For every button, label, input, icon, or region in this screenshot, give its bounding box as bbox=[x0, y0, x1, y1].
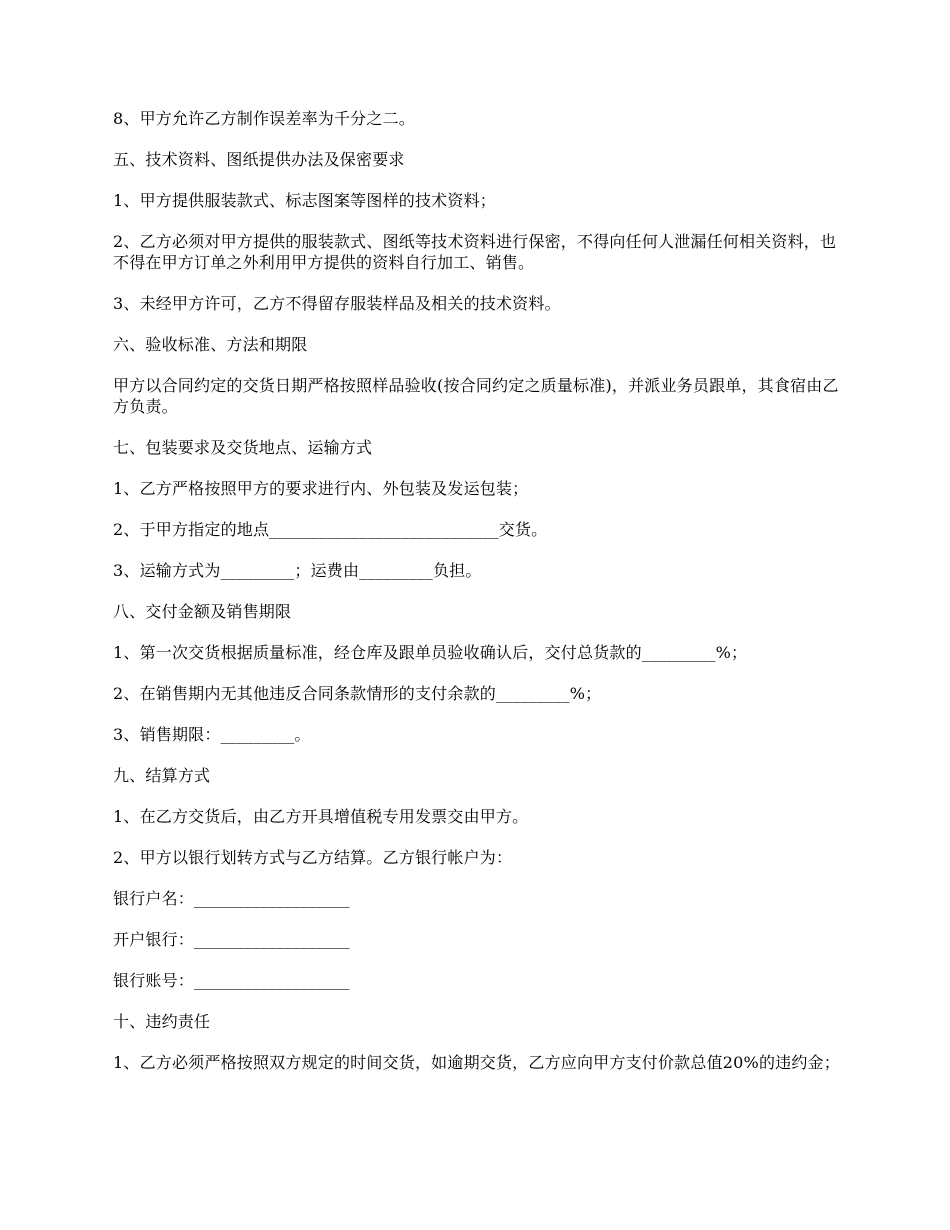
section-5-item-3: 3、未经甲方许可，乙方不得留存服装样品及相关的技术资料。 bbox=[113, 294, 561, 313]
section-5-heading: 五、技术资料、图纸提供办法及保密要求 bbox=[113, 150, 405, 169]
section-6-heading: 六、验收标准、方法和期限 bbox=[113, 335, 308, 354]
section-7-heading: 七、包装要求及交货地点、运输方式 bbox=[113, 438, 373, 457]
section-7-item-2: 2、于甲方指定的地点____________________________交货。 bbox=[113, 520, 548, 539]
bank-account-number-line: 银行账号：___________________ bbox=[113, 971, 350, 990]
section-5-item-2: 2、乙方必须对甲方提供的服装款式、图纸等技术资料进行保密，不得向任何人泄漏任何相关资料，也不得在甲方订单之外利用甲方提供的资料自行加工、销售。 bbox=[113, 232, 837, 272]
section-7-item-3: 3、运输方式为_________；运费由_________负担。 bbox=[113, 561, 482, 580]
section-9-heading: 九、结算方式 bbox=[113, 766, 211, 785]
document-page bbox=[113, 108, 843, 1093]
section-9-item-2: 2、甲方以银行划转方式与乙方结算。乙方银行帐户为： bbox=[113, 848, 513, 867]
section-7-item-1: 1、乙方严格按照甲方的要求进行内、外包装及发运包装； bbox=[113, 479, 529, 498]
clause-8-error-rate: 8、甲方允许乙方制作误差率为千分之二。 bbox=[113, 109, 415, 128]
section-8-item-3: 3、销售期限：_________。 bbox=[113, 725, 311, 744]
section-10-item-1: 1、乙方必须严格按照双方规定的时间交货，如逾期交货，乙方应向甲方支付价款总值20%的违约金； bbox=[113, 1053, 840, 1072]
bank-name-line: 开户银行：___________________ bbox=[113, 930, 350, 949]
bank-account-name-line: 银行户名：___________________ bbox=[113, 889, 350, 908]
section-5-item-1: 1、甲方提供服装款式、标志图案等图样的技术资料； bbox=[113, 191, 496, 210]
section-9-item-1: 1、在乙方交货后，由乙方开具增值税专用发票交由甲方。 bbox=[113, 807, 529, 826]
section-8-item-1: 1、第一次交货根据质量标准，经仓库及跟单员验收确认后，交付总货款的_________%； bbox=[113, 643, 748, 662]
section-8-heading: 八、交付金额及销售期限 bbox=[113, 602, 292, 621]
section-10-heading: 十、违约责任 bbox=[113, 1012, 211, 1031]
section-8-item-2: 2、在销售期内无其他违反合同条款情形的支付余款的_________%； bbox=[113, 684, 602, 703]
section-6-body: 甲方以合同约定的交货日期严格按照样品验收(按合同约定之质量标准)，并派业务员跟单，其食宿由乙方负责。 bbox=[113, 376, 839, 416]
